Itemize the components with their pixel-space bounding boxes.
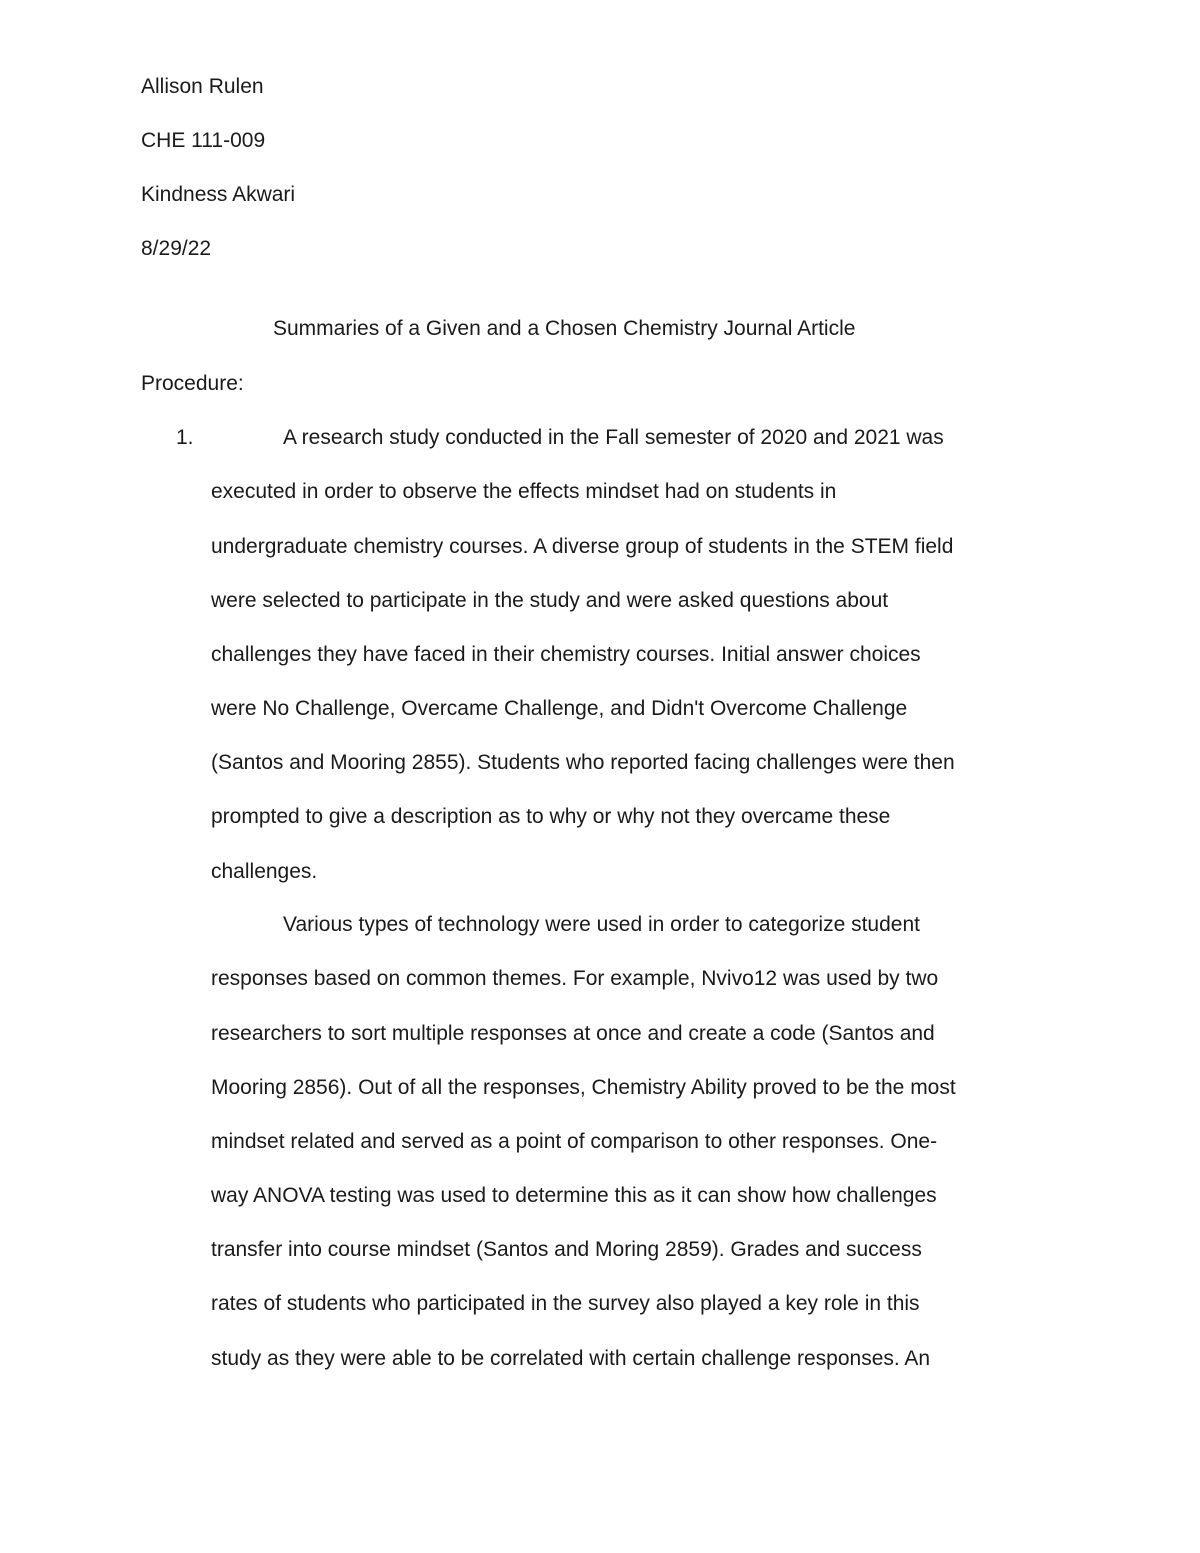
paragraph-line: Mooring 2856). Out of all the responses, Chemistry Ability proved to be the most <box>211 1076 956 1099</box>
paragraph-line: Various types of technology were used in order to categorize student <box>283 913 920 936</box>
paragraph-line: challenges. <box>211 860 318 883</box>
list-number: 1. <box>176 426 194 449</box>
course-code: CHE 111-009 <box>141 129 266 152</box>
paragraph-line: researchers to sort multiple responses at once and create a code (Santos and <box>211 1022 935 1045</box>
paragraph-line: undergraduate chemistry courses. A diverse group of students in the STEM field <box>211 535 954 558</box>
document-date: 8/29/22 <box>141 237 212 260</box>
paragraph-line: way ANOVA testing was used to determine this as it can show how challenges <box>211 1184 937 1207</box>
paragraph-line: (Santos and Mooring 2855). Students who reported facing challenges were then <box>211 751 955 774</box>
author-name: Allison Rulen <box>141 75 264 98</box>
paragraph-line: executed in order to observe the effects mindset had on students in <box>211 480 837 503</box>
instructor-name: Kindness Akwari <box>141 183 296 206</box>
paragraph-line: challenges they have faced in their chemistry courses. Initial answer choices <box>211 643 921 666</box>
paragraph-line: study as they were able to be correlated with certain challenge responses. An <box>211 1347 931 1370</box>
section-heading: Procedure: <box>141 372 244 395</box>
paragraph-line: rates of students who participated in the survey also played a key role in this <box>211 1292 920 1315</box>
paragraph-line: prompted to give a description as to why or why not they overcame these <box>211 805 891 828</box>
paragraph-line: were No Challenge, Overcame Challenge, and Didn't Overcome Challenge <box>211 697 908 720</box>
paragraph-line: were selected to participate in the study and were asked questions about <box>211 589 889 612</box>
paragraph-line: A research study conducted in the Fall semester of 2020 and 2021 was <box>283 426 944 449</box>
paragraph-line: mindset related and served as a point of comparison to other responses. One- <box>211 1130 938 1153</box>
document-title: Summaries of a Given and a Chosen Chemistry Journal Article <box>273 317 856 340</box>
paragraph-line: transfer into course mindset (Santos and Moring 2859). Grades and success <box>211 1238 922 1261</box>
paragraph-line: responses based on common themes. For example, Nvivo12 was used by two <box>211 967 939 990</box>
